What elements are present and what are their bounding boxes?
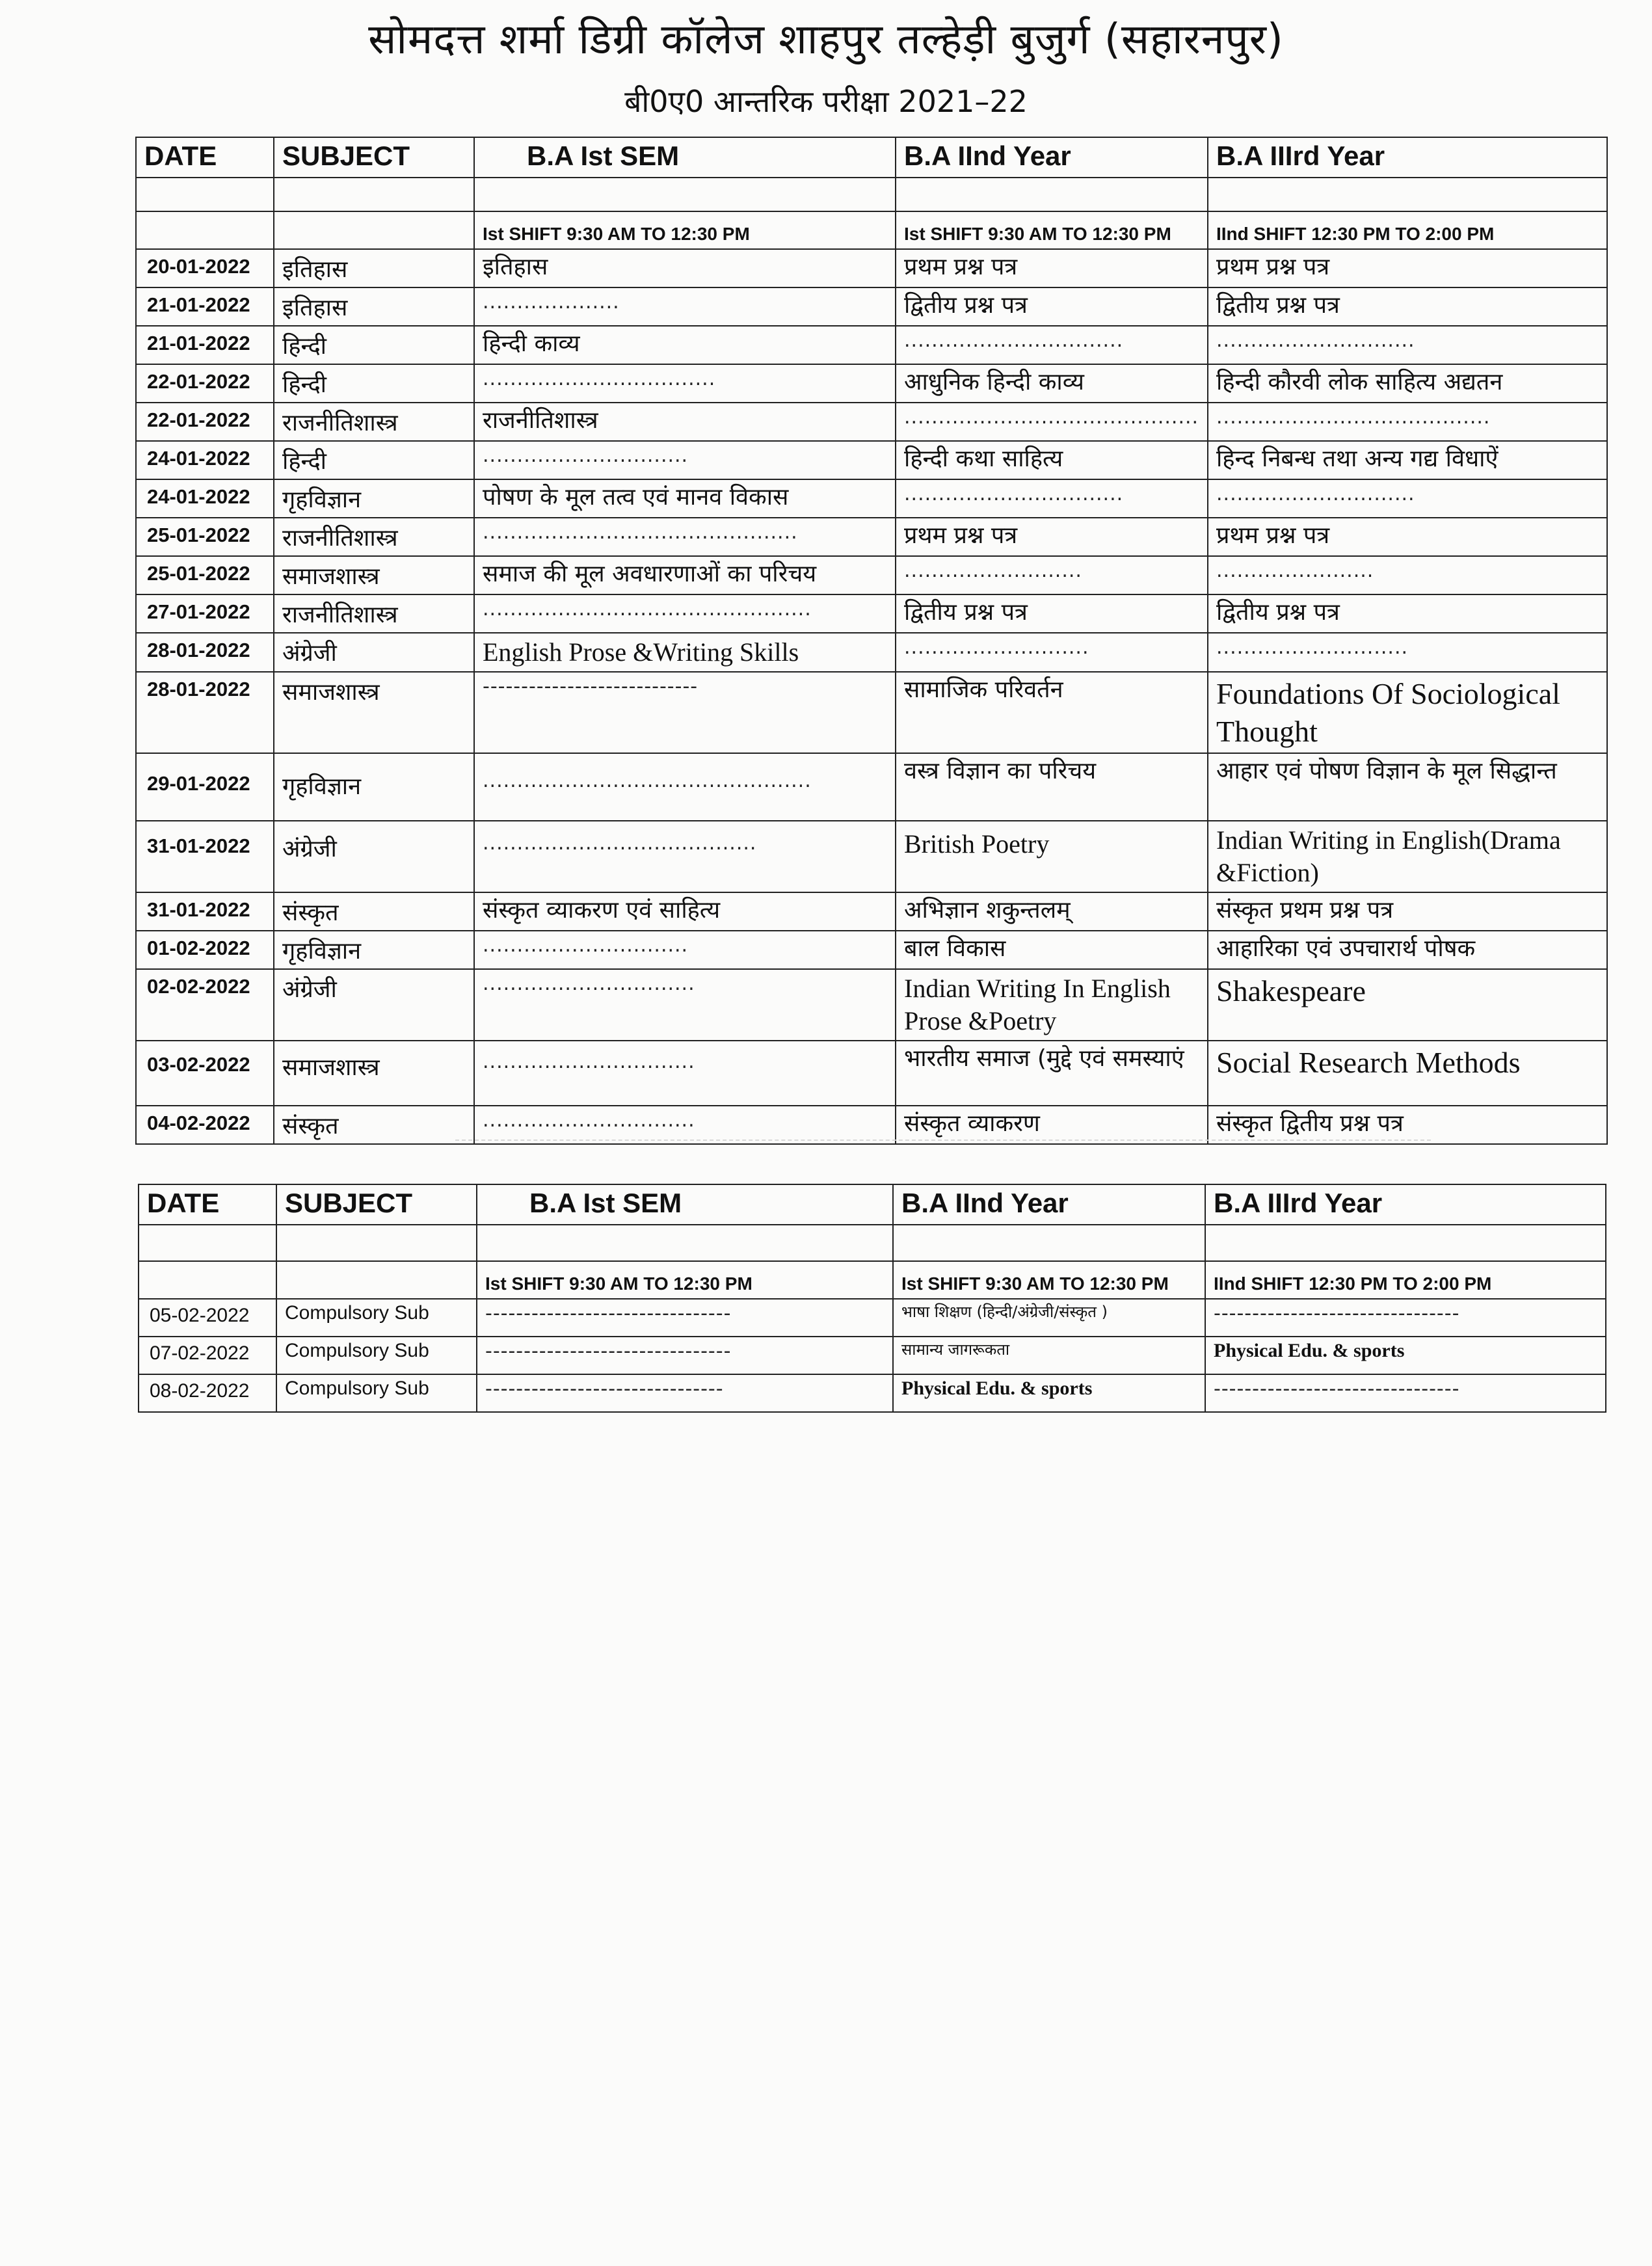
row-year3: Shakespeare [1208,969,1607,1041]
row-subject: संस्कृत [274,1106,474,1144]
row-year2: अभिज्ञान शकुन्तलम् [896,892,1208,931]
row-year3: Social Research Methods [1208,1041,1607,1106]
table-row [136,479,1607,518]
document-subtitle: बी0ए0 आन्तरिक परीक्षा 2021–22 [624,84,1028,119]
row-sem1: राजनीतिशास्त्र [474,403,896,441]
row-date: 31-01-2022 [136,892,274,931]
header-row [136,137,1607,178]
shift-sem1: Ist SHIFT 9:30 AM TO 12:30 PM [474,211,896,249]
table-row [136,518,1607,556]
timetable-compulsory [138,1184,1606,1413]
row-subject: Compulsory Sub [276,1337,477,1374]
row-year3: -------------------------------- [1205,1299,1606,1337]
row-subject: Compulsory Sub [276,1374,477,1412]
row-subject: हिन्दी [274,326,474,364]
row-year2: ........................................... [896,403,1208,441]
row-year3: ............................. [1208,479,1607,518]
row-sem1: ............................... [474,969,896,1041]
row-date: 20-01-2022 [136,249,274,287]
shift-row [136,211,1607,249]
row-year2: प्रथम प्रश्न पत्र [896,518,1208,556]
row-date: 04-02-2022 [136,1106,274,1144]
row-year3: आहारिका एवं उपचारार्थ पोषक [1208,931,1607,969]
header-year3: B.A IIIrd Year [1208,137,1607,178]
row-year2: ........................... [896,633,1208,672]
row-subject: राजनीतिशास्त्र [274,403,474,441]
row-year3: प्रथम प्रश्न पत्र [1208,249,1607,287]
row-year2: सामाजिक परिवर्तन [896,672,1208,753]
row-year3: ............................. [1208,326,1607,364]
row-date: 01-02-2022 [136,931,274,969]
row-date: 24-01-2022 [136,479,274,518]
header-subject: SUBJECT [274,137,474,178]
table-row [136,1041,1607,1106]
row-subject: इतिहास [274,287,474,326]
row-sem1: ........................................ [474,821,896,892]
row-year2: British Poetry [896,821,1208,892]
table-row [136,821,1607,892]
row-date: 25-01-2022 [136,518,274,556]
row-year2: .......................... [896,556,1208,594]
table-row [136,672,1607,753]
row-sem1: ................................................ [474,753,896,821]
table-row [136,326,1607,364]
shift-year3: IInd SHIFT 12:30 PM TO 2:00 PM [1205,1261,1606,1299]
row-date: 07-02-2022 [139,1337,276,1374]
row-date: 29-01-2022 [136,753,274,821]
table-row [136,403,1607,441]
row-subject: गृहविज्ञान [274,931,474,969]
table-row [136,287,1607,326]
header-row [139,1184,1606,1225]
row-subject: अंग्रेजी [274,969,474,1041]
row-date: 21-01-2022 [136,326,274,364]
row-sem1: -------------------------------- [477,1299,893,1337]
row-year2: बाल विकास [896,931,1208,969]
row-sem1: पोषण के मूल तत्व एवं मानव विकास [474,479,896,518]
table-row [139,1299,1606,1337]
table-row [136,594,1607,633]
table-row [136,969,1607,1041]
row-date: 28-01-2022 [136,672,274,753]
row-sem1: ............................... [474,1106,896,1144]
row-year3: Indian Writing in English(Drama &Fiction) [1208,821,1607,892]
row-subject: अंग्रेजी [274,821,474,892]
row-subject: राजनीतिशास्त्र [274,594,474,633]
row-date: 03-02-2022 [136,1041,274,1106]
row-sem1: English Prose &Writing Skills [474,633,896,672]
header-date: DATE [139,1184,276,1225]
table-row [139,1374,1606,1412]
row-year3: ............................ [1208,633,1607,672]
row-year3: हिन्द निबन्ध तथा अन्य गद्य विधाऐं [1208,441,1607,479]
row-subject: हिन्दी [274,441,474,479]
row-year3: द्वितीय प्रश्न पत्र [1208,594,1607,633]
row-subject: Compulsory Sub [276,1299,477,1337]
table-row [136,892,1607,931]
row-sem1: .............................................. [474,518,896,556]
row-sem1: समाज की मूल अवधारणाओं का परिचय [474,556,896,594]
row-subject: संस्कृत [274,892,474,931]
row-year2: ................................ [896,326,1208,364]
shift-sem1: Ist SHIFT 9:30 AM TO 12:30 PM [477,1261,893,1299]
timetable-main [135,137,1608,1145]
row-date: 24-01-2022 [136,441,274,479]
header-subject: SUBJECT [276,1184,477,1225]
row-sem1: .............................. [474,441,896,479]
row-year2: ................................ [896,479,1208,518]
row-year2: प्रथम प्रश्न पत्र [896,249,1208,287]
row-year3: संस्कृत द्वितीय प्रश्न पत्र [1208,1106,1607,1144]
row-year2: सामान्य जागरूकता [893,1337,1205,1374]
row-sem1: ------------------------------- [477,1374,893,1412]
row-subject: गृहविज्ञान [274,753,474,821]
row-subject: राजनीतिशास्त्र [274,518,474,556]
row-sem1: संस्कृत व्याकरण एवं साहित्य [474,892,896,931]
row-year2: संस्कृत व्याकरण [896,1106,1208,1144]
header-sem1: B.A Ist SEM [477,1184,893,1225]
row-year2: वस्त्र विज्ञान का परिचय [896,753,1208,821]
table-row [136,1106,1607,1144]
row-year3: संस्कृत प्रथम प्रश्न पत्र [1208,892,1607,931]
shift-row [139,1261,1606,1299]
document-title: सोमदत्त शर्मा डिग्री कॉलेज शाहपुर तल्हेड़ी बुजुर्ग (सहारनपुर) [368,16,1284,64]
row-sem1: हिन्दी काव्य [474,326,896,364]
row-sem1: ............................... [474,1041,896,1106]
header-year2: B.A IInd Year [893,1184,1205,1225]
row-sem1: .................................. [474,364,896,403]
row-date: 25-01-2022 [136,556,274,594]
table-row [136,633,1607,672]
row-year3: प्रथम प्रश्न पत्र [1208,518,1607,556]
row-year3: Physical Edu. & sports [1205,1337,1606,1374]
row-subject: समाजशास्त्र [274,556,474,594]
row-year2: द्वितीय प्रश्न पत्र [896,594,1208,633]
row-date: 22-01-2022 [136,403,274,441]
table-row [136,249,1607,287]
row-date: 21-01-2022 [136,287,274,326]
table-row [136,441,1607,479]
row-year3: -------------------------------- [1205,1374,1606,1412]
row-date: 27-01-2022 [136,594,274,633]
row-sem1: -------------------------------- [477,1337,893,1374]
row-year3: आहार एवं पोषण विज्ञान के मूल सिद्धान्त [1208,753,1607,821]
row-date: 28-01-2022 [136,633,274,672]
row-year3: ........................................ [1208,403,1607,441]
table-row [136,556,1607,594]
shift-year2: Ist SHIFT 9:30 AM TO 12:30 PM [896,211,1208,249]
blank-row [136,178,1607,211]
row-date: 31-01-2022 [136,821,274,892]
row-date: 22-01-2022 [136,364,274,403]
row-sem1: ................................................ [474,594,896,633]
row-subject: समाजशास्त्र [274,672,474,753]
row-year2: Physical Edu. & sports [893,1374,1205,1412]
row-date: 08-02-2022 [139,1374,276,1412]
row-sem1: .............................. [474,931,896,969]
table-row [136,364,1607,403]
table-row [136,931,1607,969]
row-sem1: ---------------------------- [474,672,896,753]
row-subject: समाजशास्त्र [274,1041,474,1106]
header-sem1: B.A Ist SEM [474,137,896,178]
row-subject: इतिहास [274,249,474,287]
row-year2: आधुनिक हिन्दी काव्य [896,364,1208,403]
row-sem1: .................... [474,287,896,326]
row-year3: हिन्दी कौरवी लोक साहित्य अद्यतन [1208,364,1607,403]
row-year2: द्वितीय प्रश्न पत्र [896,287,1208,326]
shift-year3: IInd SHIFT 12:30 PM TO 2:00 PM [1208,211,1607,249]
blank-row [139,1225,1606,1261]
row-year3: Foundations Of Sociological Thought [1208,672,1607,753]
row-year3: द्वितीय प्रश्न पत्र [1208,287,1607,326]
row-year2: भाषा शिक्षण (हिन्दी/अंग्रेजी/संस्कृत ) [893,1299,1205,1337]
row-subject: हिन्दी [274,364,474,403]
header-year3: B.A IIIrd Year [1205,1184,1606,1225]
shift-year2: Ist SHIFT 9:30 AM TO 12:30 PM [893,1261,1205,1299]
row-date: 02-02-2022 [136,969,274,1041]
row-date: 05-02-2022 [139,1299,276,1337]
row-year2: हिन्दी कथा साहित्य [896,441,1208,479]
row-year3: ....................... [1208,556,1607,594]
table-row [136,753,1607,821]
row-sem1: इतिहास [474,249,896,287]
row-subject: गृहविज्ञान [274,479,474,518]
row-year2: Indian Writing In English Prose &Poetry [896,969,1208,1041]
table-row [139,1337,1606,1374]
row-year2: भारतीय समाज (मुद्दे एवं समस्याएं [896,1041,1208,1106]
header-date: DATE [136,137,274,178]
page-divider [455,1140,1431,1141]
header-year2: B.A IInd Year [896,137,1208,178]
row-subject: अंग्रेजी [274,633,474,672]
